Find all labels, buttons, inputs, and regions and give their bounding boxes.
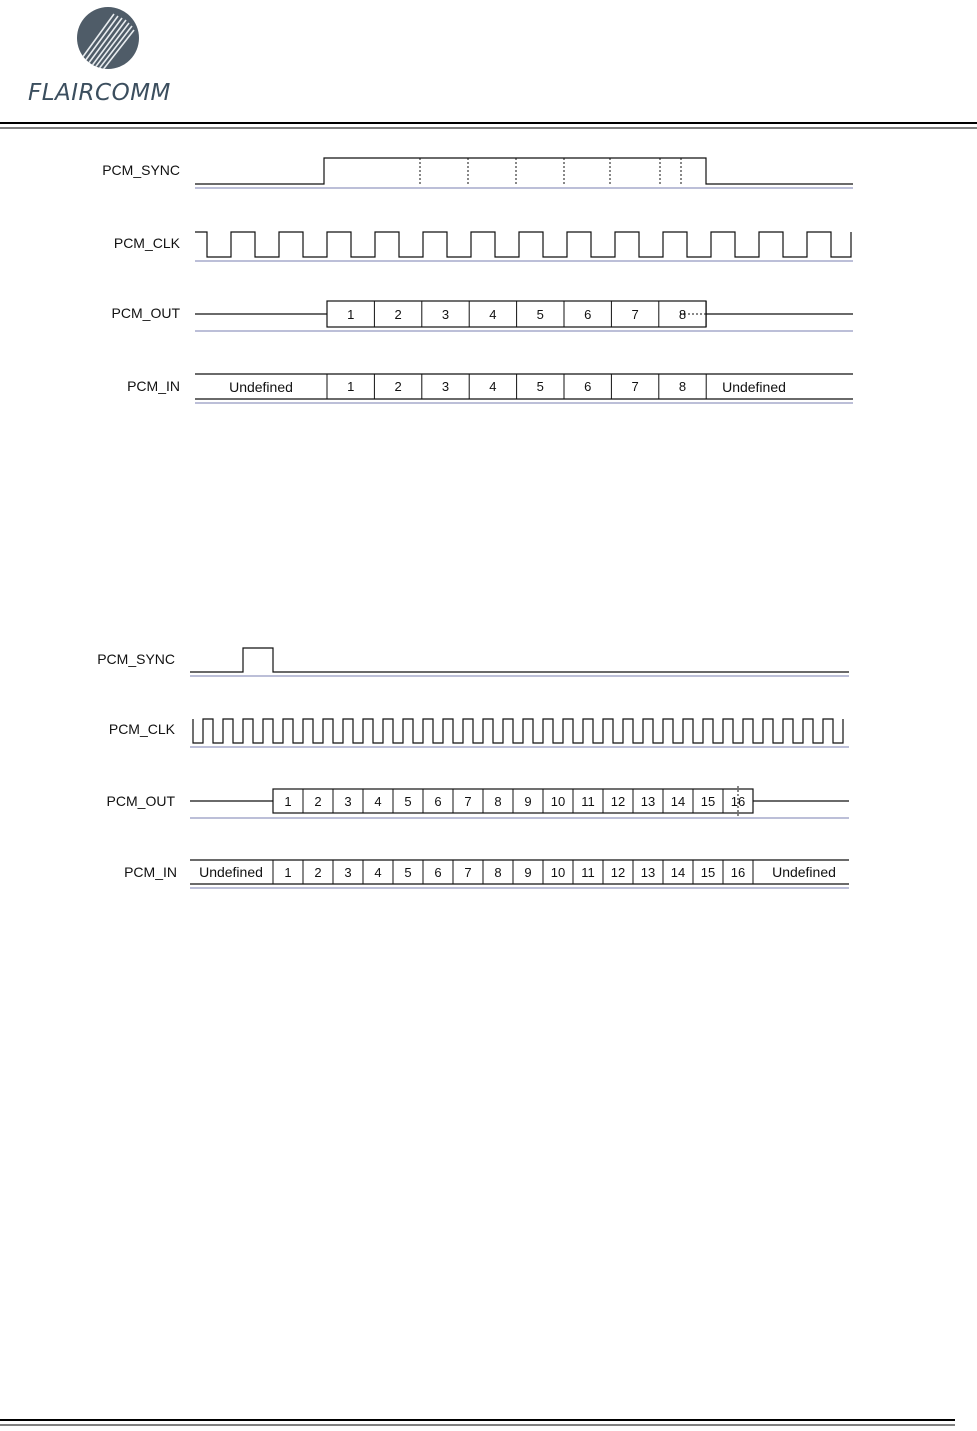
pcm-in-signal (195, 374, 853, 403)
flaircomm-logo (28, 6, 188, 110)
pcm-in-undefined-right: Undefined (722, 379, 786, 395)
pcm-in-bit-4: 4 (489, 379, 497, 394)
pcm-in-label: PCM_IN (124, 864, 177, 880)
pcm-clk-signal (190, 719, 849, 747)
pcm-out-bit-7: 7 (631, 307, 639, 322)
pcm-out-bit-13: 13 (640, 794, 656, 809)
pcm-out-signal (195, 301, 853, 331)
pcm-out-bit-6: 6 (584, 307, 592, 322)
pcm-out-bit-14: 14 (670, 794, 686, 809)
pcm-in-bit-2: 2 (314, 865, 322, 880)
pcm-out-bit-7: 7 (464, 794, 472, 809)
pcm-clk-label: PCM_CLK (113, 235, 180, 251)
pcm-in-bit-9: 9 (524, 865, 532, 880)
pcm-in-bit-7: 7 (631, 379, 639, 394)
pcm-timing-diagram-8bit (80, 150, 870, 420)
pcm-out-bit-9: 9 (524, 794, 532, 809)
pcm-sync-label: PCM_SYNC (97, 651, 175, 667)
pcm-out-label: PCM_OUT (106, 793, 175, 809)
pcm-in-bit-6: 6 (584, 379, 592, 394)
pcm-clk-label: PCM_CLK (108, 721, 175, 737)
pcm-out-bit-1: 1 (347, 307, 355, 322)
logo-globe-icon (28, 6, 188, 81)
pcm-in-bit-6: 6 (434, 865, 442, 880)
pcm-out-bit-16: 16 (730, 794, 746, 809)
pcm-sync-label: PCM_SYNC (102, 162, 180, 178)
pcm-in-bit-1: 1 (284, 865, 292, 880)
pcm-in-bit-3: 3 (344, 865, 352, 880)
pcm-in-signal (190, 860, 849, 888)
pcm-out-bit-11: 11 (581, 794, 595, 809)
pcm-out-bit-3: 3 (441, 307, 450, 322)
pcm-out-bit-2: 2 (394, 307, 402, 322)
header-rule (0, 120, 977, 130)
pcm-in-bit-15: 15 (700, 865, 716, 880)
pcm-in-bit-3: 3 (441, 379, 450, 394)
pcm-in-bit-5: 5 (536, 379, 544, 394)
pcm-out-bit-6: 6 (434, 794, 442, 809)
pcm-in-bit-11: 11 (581, 865, 595, 880)
pcm-out-signal (190, 786, 849, 818)
pcm-in-undefined-left: Undefined (199, 864, 263, 880)
pcm-out-label: PCM_OUT (111, 305, 180, 321)
pcm-out-bit-2: 2 (314, 794, 322, 809)
pcm-sync-signal (195, 158, 853, 188)
pcm-out-bit-15: 15 (700, 794, 716, 809)
pcm-out-bit-12: 12 (610, 794, 626, 809)
logo-text: FLAIRCOMM (28, 80, 171, 106)
pcm-out-bit-5: 5 (404, 794, 412, 809)
pcm-in-bit-16: 16 (730, 865, 746, 880)
pcm-in-bit-12: 12 (610, 865, 626, 880)
pcm-in-label: PCM_IN (127, 378, 180, 394)
pcm-timing-diagram-16bit (80, 640, 870, 900)
pcm-out-bit-8: 8 (494, 794, 502, 809)
pcm-in-bit-14: 14 (670, 865, 686, 880)
pcm-in-bit-2: 2 (394, 379, 402, 394)
pcm-out-bit-5: 5 (536, 307, 544, 322)
pcm-in-bit-8: 8 (678, 379, 687, 394)
pcm-in-bit-8: 8 (494, 865, 502, 880)
pcm-sync-signal (190, 648, 849, 676)
pcm-out-bit-10: 10 (550, 794, 566, 809)
pcm-out-bit-1: 1 (284, 794, 292, 809)
pcm-in-undefined-right: Undefined (772, 864, 836, 880)
pcm-in-bit-4: 4 (374, 865, 382, 880)
pcm-in-bit-10: 10 (550, 865, 566, 880)
pcm-in-bit-5: 5 (404, 865, 412, 880)
pcm-in-bit-1: 1 (347, 379, 355, 394)
pcm-in-bit-13: 13 (640, 865, 656, 880)
pcm-in-undefined-left: Undefined (229, 379, 293, 395)
pcm-out-bit-4: 4 (374, 794, 382, 809)
pcm-out-bit-8: 8 (678, 307, 687, 322)
pcm-in-bit-7: 7 (464, 865, 472, 880)
pcm-out-bit-4: 4 (489, 307, 497, 322)
footer-rule (0, 1418, 977, 1428)
pcm-clk-signal (195, 232, 853, 261)
pcm-out-bit-3: 3 (344, 794, 352, 809)
